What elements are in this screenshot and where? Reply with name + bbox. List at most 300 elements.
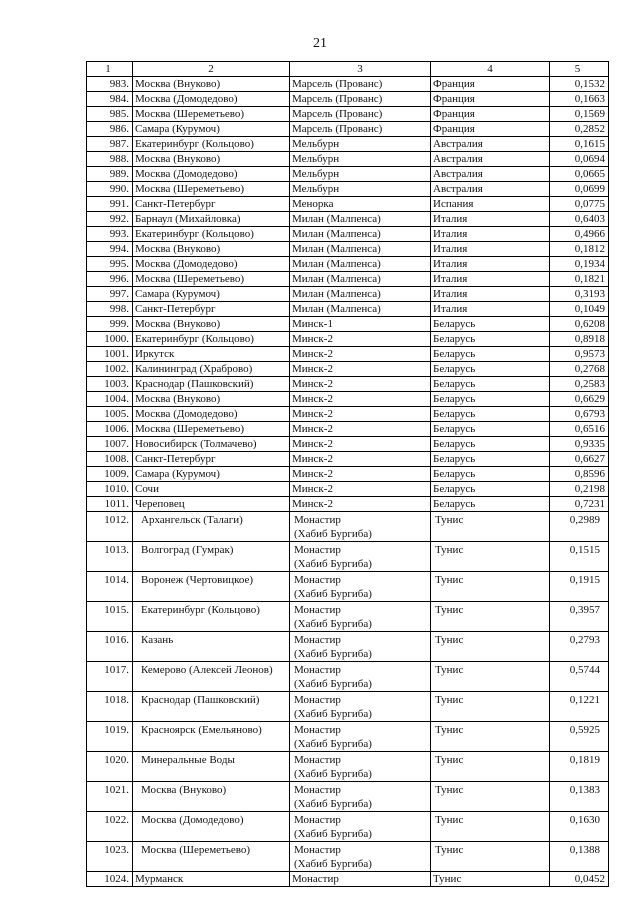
table-row xyxy=(87,407,609,422)
country-cell: Беларусь xyxy=(431,422,550,437)
row-number-cell: 1003. xyxy=(87,377,133,392)
destination-airport-cell xyxy=(290,152,431,167)
table-row xyxy=(87,752,609,782)
destination-airport-cell xyxy=(290,77,431,92)
destination-name: Монастир xyxy=(294,544,341,556)
country-cell: Беларусь xyxy=(431,452,550,467)
destination-airport-cell xyxy=(290,872,431,887)
destination-airport-cell xyxy=(290,632,431,662)
origin-airport-cell: Москва (Шереметьево) xyxy=(133,182,290,197)
coefficient-cell: 0,1819 xyxy=(550,752,609,782)
destination-name: Монастир xyxy=(294,844,341,856)
destination-airport-name: (Хабиб Бургиба) xyxy=(294,858,372,870)
origin-airport-cell: Мурманск xyxy=(133,872,290,887)
destination-name: Минск-2 xyxy=(292,333,333,345)
coefficient-cell: 0,0775 xyxy=(550,197,609,212)
row-number-cell: 1023. xyxy=(87,842,133,872)
origin-airport-cell: Казань xyxy=(133,632,290,662)
row-number-cell: 1018. xyxy=(87,692,133,722)
coefficient-cell: 0,6208 xyxy=(550,317,609,332)
destination-name: Монастир xyxy=(294,754,341,766)
table-row xyxy=(87,452,609,467)
row-number-cell: 995. xyxy=(87,257,133,272)
coefficient-cell: 0,0452 xyxy=(550,872,609,887)
table-row xyxy=(87,77,609,92)
destination-airport-name: (Хабиб Бургиба) xyxy=(294,708,372,720)
origin-airport-cell: Москва (Домодедово) xyxy=(133,167,290,182)
coefficient-cell: 0,9573 xyxy=(550,347,609,362)
table-row xyxy=(87,152,609,167)
destination-airport-cell xyxy=(290,107,431,122)
origin-airport-cell: Москва (Шереметьево) xyxy=(133,422,290,437)
coefficient-cell: 0,3193 xyxy=(550,287,609,302)
destination-name: Монастир xyxy=(294,724,341,736)
destination-airport-cell xyxy=(290,362,431,377)
destination-name: Минск-2 xyxy=(292,483,333,495)
table-row xyxy=(87,602,609,632)
destination-airport-cell xyxy=(290,122,431,137)
destination-name: Минск-2 xyxy=(292,393,333,405)
destination-name: Монастир xyxy=(294,634,341,646)
origin-airport-cell: Москва (Шереметьево) xyxy=(133,272,290,287)
origin-airport-cell: Екатеринбург (Кольцово) xyxy=(133,137,290,152)
destination-airport-cell xyxy=(290,662,431,692)
origin-airport-cell: Краснодар (Пашковский) xyxy=(133,377,290,392)
destination-name: Монастир xyxy=(294,814,341,826)
coefficient-cell: 0,1663 xyxy=(550,92,609,107)
destination-name: Минск-2 xyxy=(292,348,333,360)
coefficient-cell: 0,0699 xyxy=(550,182,609,197)
row-number-cell: 991. xyxy=(87,197,133,212)
destination-airport-cell xyxy=(290,257,431,272)
coefficient-cell: 0,2198 xyxy=(550,482,609,497)
row-number-cell: 993. xyxy=(87,227,133,242)
row-number-cell: 997. xyxy=(87,287,133,302)
column-header-1: 1 xyxy=(87,62,133,77)
coefficient-cell: 0,1049 xyxy=(550,302,609,317)
destination-airport-name: (Хабиб Бургиба) xyxy=(294,828,372,840)
country-cell: Тунис xyxy=(431,602,550,632)
coefficient-cell: 0,6629 xyxy=(550,392,609,407)
destination-airport-cell xyxy=(290,572,431,602)
table-row xyxy=(87,842,609,872)
table-row xyxy=(87,467,609,482)
table-row xyxy=(87,212,609,227)
destination-airport-cell xyxy=(290,812,431,842)
coefficient-cell: 0,9335 xyxy=(550,437,609,452)
country-cell: Беларусь xyxy=(431,437,550,452)
row-number-cell: 986. xyxy=(87,122,133,137)
coefficient-cell: 0,1388 xyxy=(550,842,609,872)
destination-airport-name: (Хабиб Бургиба) xyxy=(294,528,372,540)
origin-airport-cell: Москва (Домодедово) xyxy=(133,407,290,422)
destination-airport-cell xyxy=(290,272,431,287)
destination-name: Минск-2 xyxy=(292,363,333,375)
country-cell: Беларусь xyxy=(431,407,550,422)
destination-name: Монастир xyxy=(294,574,341,586)
row-number-cell: 984. xyxy=(87,92,133,107)
coefficient-cell: 0,5744 xyxy=(550,662,609,692)
coefficient-cell: 0,6627 xyxy=(550,452,609,467)
row-number-cell: 987. xyxy=(87,137,133,152)
destination-airport-cell xyxy=(290,332,431,347)
row-number-cell: 1011. xyxy=(87,497,133,512)
table-body xyxy=(87,77,609,887)
country-cell: Тунис xyxy=(431,572,550,602)
row-number-cell: 1019. xyxy=(87,722,133,752)
row-number-cell: 1016. xyxy=(87,632,133,662)
destination-name: Монастир xyxy=(294,604,341,616)
country-cell: Австралия xyxy=(431,182,550,197)
destination-airport-cell xyxy=(290,692,431,722)
table-header-row xyxy=(87,62,609,77)
destination-name: Монастир xyxy=(294,784,341,796)
table-row xyxy=(87,332,609,347)
table-row xyxy=(87,317,609,332)
table-row xyxy=(87,512,609,542)
country-cell: Тунис xyxy=(431,542,550,572)
column-header-2: 2 xyxy=(133,62,290,77)
row-number-cell: 998. xyxy=(87,302,133,317)
row-number-cell: 1015. xyxy=(87,602,133,632)
column-header-3: 3 xyxy=(290,62,431,77)
table-row xyxy=(87,392,609,407)
country-cell: Испания xyxy=(431,197,550,212)
table-row xyxy=(87,227,609,242)
row-number-cell: 1006. xyxy=(87,422,133,437)
destination-airport-cell xyxy=(290,452,431,467)
country-cell: Тунис xyxy=(431,632,550,662)
table-row xyxy=(87,482,609,497)
destination-name: Марсель (Прованс) xyxy=(292,108,383,120)
destination-airport-cell xyxy=(290,722,431,752)
country-cell: Беларусь xyxy=(431,317,550,332)
country-cell: Тунис xyxy=(431,692,550,722)
coefficient-cell: 0,1221 xyxy=(550,692,609,722)
destination-name: Милан (Малпенса) xyxy=(292,288,381,300)
destination-name: Милан (Малпенса) xyxy=(292,228,381,240)
row-number-cell: 1000. xyxy=(87,332,133,347)
coefficient-cell: 0,4966 xyxy=(550,227,609,242)
row-number-cell: 1004. xyxy=(87,392,133,407)
row-number-cell: 1021. xyxy=(87,782,133,812)
destination-airport-cell xyxy=(290,347,431,362)
row-number-cell: 988. xyxy=(87,152,133,167)
origin-airport-cell: Москва (Домодедово) xyxy=(133,257,290,272)
row-number-cell: 1017. xyxy=(87,662,133,692)
table-row xyxy=(87,542,609,572)
destination-airport-name: (Хабиб Бургиба) xyxy=(294,798,372,810)
country-cell: Франция xyxy=(431,77,550,92)
column-header-4: 4 xyxy=(431,62,550,77)
origin-airport-cell: Краснодар (Пашковский) xyxy=(133,692,290,722)
destination-name: Мельбурн xyxy=(292,168,340,180)
country-cell: Тунис xyxy=(431,812,550,842)
destination-name: Милан (Малпенса) xyxy=(292,258,381,270)
country-cell: Тунис xyxy=(431,782,550,812)
table-row xyxy=(87,272,609,287)
destination-airport-cell xyxy=(290,377,431,392)
table-row xyxy=(87,197,609,212)
destination-airport-cell xyxy=(290,137,431,152)
table-row xyxy=(87,422,609,437)
destination-airport-cell xyxy=(290,182,431,197)
row-number-cell: 1008. xyxy=(87,452,133,467)
country-cell: Беларусь xyxy=(431,467,550,482)
country-cell: Беларусь xyxy=(431,377,550,392)
country-cell: Тунис xyxy=(431,722,550,752)
origin-airport-cell: Кемерово (Алексей Леонов) xyxy=(133,662,290,692)
coefficient-cell: 0,8596 xyxy=(550,467,609,482)
destination-name: Мельбурн xyxy=(292,183,340,195)
destination-name: Милан (Малпенса) xyxy=(292,273,381,285)
destination-name: Минск-2 xyxy=(292,468,333,480)
origin-airport-cell: Екатеринбург (Кольцово) xyxy=(133,332,290,347)
row-number-cell: 996. xyxy=(87,272,133,287)
destination-airport-cell xyxy=(290,752,431,782)
coefficient-cell: 0,3957 xyxy=(550,602,609,632)
destination-airport-name: (Хабиб Бургиба) xyxy=(294,618,372,630)
row-number-cell: 1012. xyxy=(87,512,133,542)
country-cell: Беларусь xyxy=(431,362,550,377)
coefficient-cell: 0,1383 xyxy=(550,782,609,812)
destination-airport-name: (Хабиб Бургиба) xyxy=(294,678,372,690)
country-cell: Беларусь xyxy=(431,392,550,407)
table-row xyxy=(87,437,609,452)
row-number-cell: 990. xyxy=(87,182,133,197)
country-cell: Беларусь xyxy=(431,332,550,347)
destination-airport-cell xyxy=(290,197,431,212)
country-cell: Тунис xyxy=(431,872,550,887)
row-number-cell: 1014. xyxy=(87,572,133,602)
table-row xyxy=(87,122,609,137)
destination-name: Марсель (Прованс) xyxy=(292,78,383,90)
origin-airport-cell: Иркутск xyxy=(133,347,290,362)
origin-airport-cell: Самара (Курумоч) xyxy=(133,287,290,302)
origin-airport-cell: Москва (Домодедово) xyxy=(133,92,290,107)
coefficient-cell: 0,0694 xyxy=(550,152,609,167)
origin-airport-cell: Екатеринбург (Кольцово) xyxy=(133,602,290,632)
origin-airport-cell: Архангельск (Талаги) xyxy=(133,512,290,542)
country-cell: Италия xyxy=(431,227,550,242)
table-row xyxy=(87,782,609,812)
table-row xyxy=(87,107,609,122)
origin-airport-cell: Москва (Внуково) xyxy=(133,152,290,167)
origin-airport-cell: Санкт-Петербург xyxy=(133,452,290,467)
row-number-cell: 1010. xyxy=(87,482,133,497)
destination-name: Минск-2 xyxy=(292,438,333,450)
destination-name: Милан (Малпенса) xyxy=(292,243,381,255)
table-row xyxy=(87,92,609,107)
origin-airport-cell: Новосибирск (Толмачево) xyxy=(133,437,290,452)
destination-name: Мельбурн xyxy=(292,153,340,165)
country-cell: Италия xyxy=(431,212,550,227)
coefficient-cell: 0,1515 xyxy=(550,542,609,572)
table-row xyxy=(87,242,609,257)
destination-airport-cell xyxy=(290,782,431,812)
table-row xyxy=(87,572,609,602)
destination-airport-name: (Хабиб Бургиба) xyxy=(294,588,372,600)
destination-name: Мельбурн xyxy=(292,138,340,150)
destination-name: Марсель (Прованс) xyxy=(292,123,383,135)
destination-name: Минск-2 xyxy=(292,498,333,510)
origin-airport-cell: Москва (Внуково) xyxy=(133,242,290,257)
country-cell: Австралия xyxy=(431,137,550,152)
table-row xyxy=(87,377,609,392)
country-cell: Италия xyxy=(431,287,550,302)
origin-airport-cell: Самара (Курумоч) xyxy=(133,467,290,482)
destination-name: Марсель (Прованс) xyxy=(292,93,383,105)
coefficient-cell: 0,1934 xyxy=(550,257,609,272)
destination-airport-name: (Хабиб Бургиба) xyxy=(294,738,372,750)
coefficient-cell: 0,6793 xyxy=(550,407,609,422)
country-cell: Беларусь xyxy=(431,482,550,497)
origin-airport-cell: Барнаул (Михайловка) xyxy=(133,212,290,227)
coefficient-cell: 0,1532 xyxy=(550,77,609,92)
origin-airport-cell: Москва (Домодедово) xyxy=(133,812,290,842)
origin-airport-cell: Воронеж (Чертовицкое) xyxy=(133,572,290,602)
destination-name: Минск-2 xyxy=(292,423,333,435)
destination-name: Минск-2 xyxy=(292,453,333,465)
column-header-5: 5 xyxy=(550,62,609,77)
country-cell: Франция xyxy=(431,122,550,137)
table-row xyxy=(87,497,609,512)
origin-airport-cell: Красноярск (Емельяново) xyxy=(133,722,290,752)
destination-airport-cell xyxy=(290,212,431,227)
row-number-cell: 1002. xyxy=(87,362,133,377)
coefficient-cell: 0,1630 xyxy=(550,812,609,842)
row-number-cell: 992. xyxy=(87,212,133,227)
origin-airport-cell: Екатеринбург (Кольцово) xyxy=(133,227,290,242)
destination-name: Монастир xyxy=(292,873,339,885)
coefficient-cell: 0,8918 xyxy=(550,332,609,347)
coefficient-cell: 0,2989 xyxy=(550,512,609,542)
table-row xyxy=(87,362,609,377)
table-row xyxy=(87,257,609,272)
origin-airport-cell: Санкт-Петербург xyxy=(133,302,290,317)
row-number-cell: 1001. xyxy=(87,347,133,362)
origin-airport-cell: Москва (Внуково) xyxy=(133,77,290,92)
destination-name: Монастир xyxy=(294,664,341,676)
destination-airport-name: (Хабиб Бургиба) xyxy=(294,558,372,570)
row-number-cell: 1009. xyxy=(87,467,133,482)
table-row xyxy=(87,287,609,302)
destination-airport-cell xyxy=(290,422,431,437)
country-cell: Австралия xyxy=(431,152,550,167)
origin-airport-cell: Санкт-Петербург xyxy=(133,197,290,212)
origin-airport-cell: Москва (Шереметьево) xyxy=(133,107,290,122)
destination-name: Минск-2 xyxy=(292,408,333,420)
destination-airport-cell xyxy=(290,287,431,302)
origin-airport-cell: Волгоград (Гумрак) xyxy=(133,542,290,572)
destination-airport-cell xyxy=(290,392,431,407)
destination-airport-cell xyxy=(290,842,431,872)
country-cell: Беларусь xyxy=(431,347,550,362)
origin-airport-cell: Москва (Внуково) xyxy=(133,317,290,332)
country-cell: Тунис xyxy=(431,512,550,542)
destination-airport-cell xyxy=(290,407,431,422)
row-number-cell: 1022. xyxy=(87,812,133,842)
destination-airport-name: (Хабиб Бургиба) xyxy=(294,768,372,780)
coefficient-cell: 0,1615 xyxy=(550,137,609,152)
destination-airport-cell xyxy=(290,167,431,182)
coefficient-cell: 0,2793 xyxy=(550,632,609,662)
row-number-cell: 1007. xyxy=(87,437,133,452)
coefficient-cell: 0,1569 xyxy=(550,107,609,122)
coefficient-cell: 0,7231 xyxy=(550,497,609,512)
destination-name: Милан (Малпенса) xyxy=(292,213,381,225)
table-row xyxy=(87,347,609,362)
destination-name: Монастир xyxy=(294,694,341,706)
destination-name: Монастир xyxy=(294,514,341,526)
table-row xyxy=(87,872,609,887)
table-row xyxy=(87,692,609,722)
country-cell: Тунис xyxy=(431,752,550,782)
table-row xyxy=(87,182,609,197)
destination-airport-cell xyxy=(290,242,431,257)
destination-airport-cell xyxy=(290,437,431,452)
coefficient-cell: 0,1821 xyxy=(550,272,609,287)
origin-airport-cell: Минеральные Воды xyxy=(133,752,290,782)
origin-airport-cell: Самара (Курумоч) xyxy=(133,122,290,137)
coefficient-cell: 0,5925 xyxy=(550,722,609,752)
destination-airport-cell xyxy=(290,317,431,332)
row-number-cell: 1013. xyxy=(87,542,133,572)
row-number-cell: 985. xyxy=(87,107,133,122)
destination-airport-cell xyxy=(290,542,431,572)
origin-airport-cell: Сочи xyxy=(133,482,290,497)
destination-airport-name: (Хабиб Бургиба) xyxy=(294,648,372,660)
table-row xyxy=(87,302,609,317)
table-row xyxy=(87,137,609,152)
destination-name: Милан (Малпенса) xyxy=(292,303,381,315)
destination-airport-cell xyxy=(290,602,431,632)
coefficient-cell: 0,2852 xyxy=(550,122,609,137)
coefficient-cell: 0,1812 xyxy=(550,242,609,257)
country-cell: Тунис xyxy=(431,842,550,872)
table-row xyxy=(87,812,609,842)
country-cell: Беларусь xyxy=(431,497,550,512)
data-table xyxy=(86,61,609,887)
coefficient-cell: 0,6516 xyxy=(550,422,609,437)
row-number-cell: 994. xyxy=(87,242,133,257)
coefficient-cell: 0,1915 xyxy=(550,572,609,602)
destination-airport-cell xyxy=(290,482,431,497)
origin-airport-cell: Москва (Шереметьево) xyxy=(133,842,290,872)
country-cell: Италия xyxy=(431,242,550,257)
country-cell: Франция xyxy=(431,92,550,107)
country-cell: Италия xyxy=(431,257,550,272)
row-number-cell: 999. xyxy=(87,317,133,332)
row-number-cell: 983. xyxy=(87,77,133,92)
origin-airport-cell: Калининград (Храброво) xyxy=(133,362,290,377)
destination-airport-cell xyxy=(290,302,431,317)
country-cell: Италия xyxy=(431,302,550,317)
country-cell: Франция xyxy=(431,107,550,122)
row-number-cell: 1024. xyxy=(87,872,133,887)
row-number-cell: 1020. xyxy=(87,752,133,782)
country-cell: Италия xyxy=(431,272,550,287)
origin-airport-cell: Череповец xyxy=(133,497,290,512)
destination-airport-cell xyxy=(290,497,431,512)
table-row xyxy=(87,632,609,662)
destination-name: Минск-1 xyxy=(292,318,333,330)
destination-airport-cell xyxy=(290,227,431,242)
coefficient-cell: 0,2583 xyxy=(550,377,609,392)
row-number-cell: 989. xyxy=(87,167,133,182)
row-number-cell: 1005. xyxy=(87,407,133,422)
country-cell: Тунис xyxy=(431,662,550,692)
